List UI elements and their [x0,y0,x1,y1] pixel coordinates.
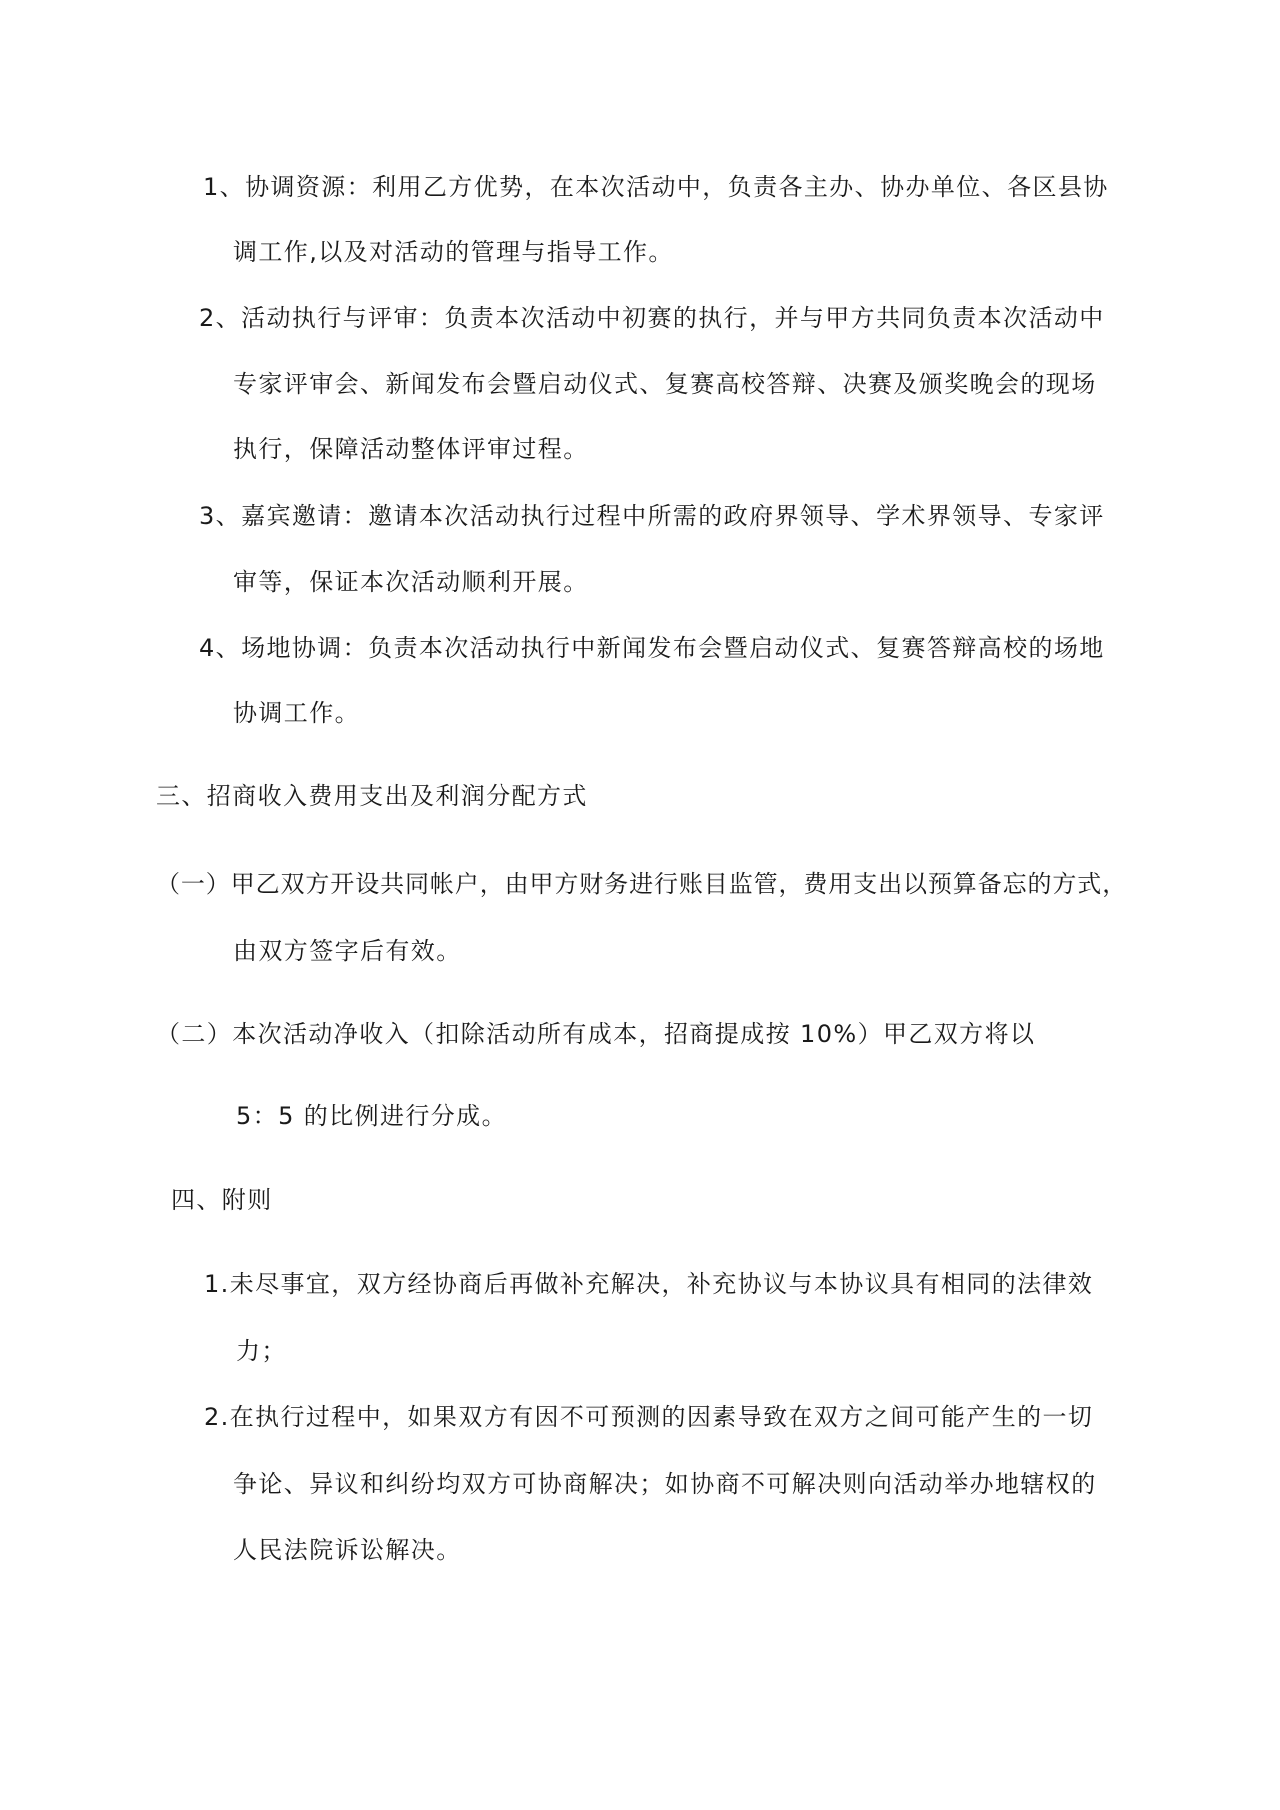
text-line: 调工作,以及对活动的管理与指导工作。 [233,238,674,266]
text-line: 1、协调资源：利用乙方优势，在本次活动中，负责各主办、协办单位、各区县协 [203,173,1109,201]
text-line: 力； [236,1337,287,1365]
text-line: 2.在执行过程中，如果双方有因不可预测的因素导致在双方之间可能产生的一切 [204,1403,1094,1431]
text-line: 执行，保障活动整体评审过程。 [233,435,589,463]
text-line: 2、活动执行与评审：负责本次活动中初赛的执行，并与甲方共同负责本次活动中 [199,304,1105,332]
text-line: 审等，保证本次活动顺利开展。 [233,568,589,596]
text-line: 人民法院诉讼解决。 [233,1536,462,1564]
section-4-heading: 四、附则 [171,1186,273,1214]
text-line: 1.未尽事宜，双方经协商后再做补充解决，补充协议与本协议具有相同的法律效 [204,1270,1094,1298]
text-line: 5：5 的比例进行分成。 [236,1102,507,1130]
text-line: 专家评审会、新闻发布会暨启动仪式、复赛高校答辩、决赛及颁奖晚会的现场 [233,370,1097,398]
text-line: 由双方签字后有效。 [233,937,462,965]
text-line: 4、场地协调：负责本次活动执行中新闻发布会暨启动仪式、复赛答辩高校的场地 [199,634,1105,662]
section-3-heading: 三、招商收入费用支出及利润分配方式 [156,782,588,810]
text-line: （二）本次活动净收入（扣除活动所有成本，招商提成按 10%）甲乙双方将以 [156,1020,1036,1048]
text-line: 争论、异议和纠纷均双方可协商解决；如协商不可解决则向活动举办地辖权的 [233,1470,1097,1498]
text-line: 3、嘉宾邀请：邀请本次活动执行过程中所需的政府界领导、学术界领导、专家评 [199,502,1105,530]
text-line: （一）甲乙双方开设共同帐户，由甲方财务进行账目监管，费用支出以预算备忘的方式， [156,870,1128,898]
text-line: 协调工作。 [233,699,360,727]
